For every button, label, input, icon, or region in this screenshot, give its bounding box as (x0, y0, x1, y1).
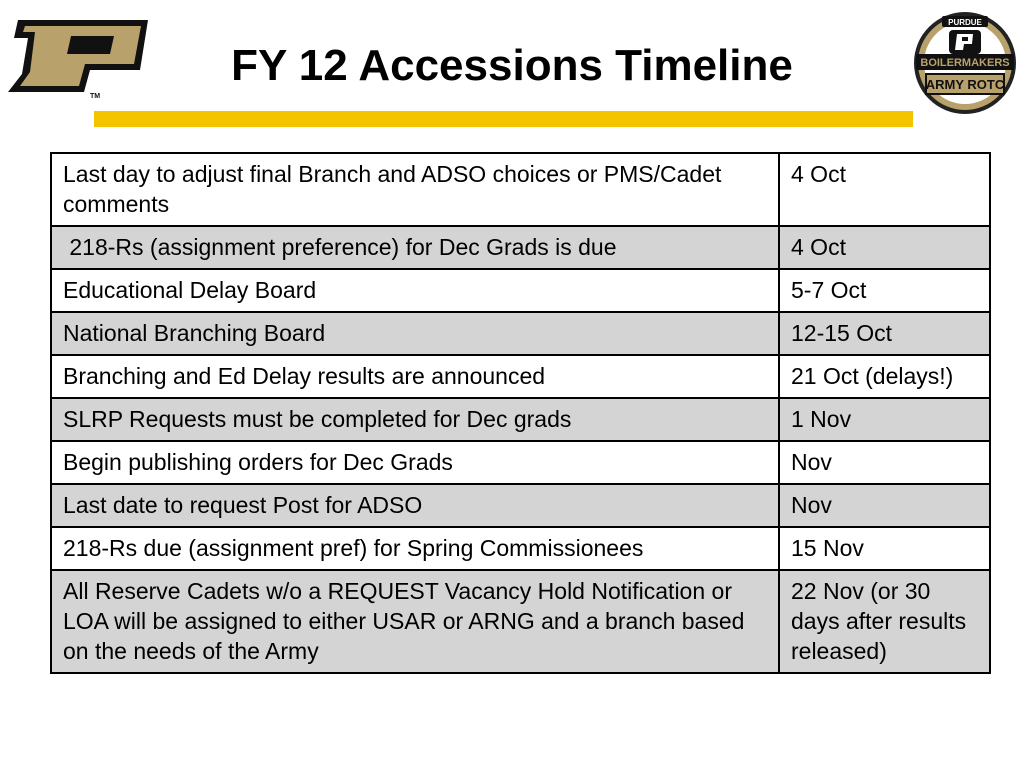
event-cell: Branching and Ed Delay results are announced (51, 355, 779, 398)
p-gold-shape (20, 26, 141, 86)
timeline-table-body (51, 153, 990, 673)
page-title: FY 12 Accessions Timeline (231, 41, 793, 90)
table-row (51, 570, 990, 673)
boilermakers-rotc-seal-icon (912, 10, 1018, 116)
event-cell: Begin publishing orders for Dec Grads (51, 441, 779, 484)
table-row (51, 355, 990, 398)
accessions-timeline-table (50, 152, 991, 674)
table-row (51, 312, 990, 355)
table-row (51, 269, 990, 312)
table-row (51, 398, 990, 441)
event-cell: Last day to adjust final Branch and ADSO choices or PMS/Cadet comments (51, 153, 779, 226)
trademark-mark: TM (90, 93, 101, 100)
table-row (51, 484, 990, 527)
date-cell: 4 Oct (779, 153, 990, 226)
p-counter-shape (67, 36, 114, 54)
table-row (51, 226, 990, 269)
date-cell: 5-7 Oct (779, 269, 990, 312)
event-cell: 218-Rs due (assignment pref) for Spring Commissionees (51, 527, 779, 570)
date-cell: 12-15 Oct (779, 312, 990, 355)
seal-boilermakers-text: BOILERMAKERS (920, 57, 1010, 69)
purdue-p-icon (4, 16, 152, 100)
seal-p-counter (962, 37, 968, 41)
table-row (51, 441, 990, 484)
table-row (51, 527, 990, 570)
event-cell: National Branching Board (51, 312, 779, 355)
event-cell: Educational Delay Board (51, 269, 779, 312)
gold-divider-bar (94, 111, 913, 127)
purdue-p-logo (4, 16, 152, 100)
date-cell: Nov (779, 484, 990, 527)
event-cell: All Reserve Cadets w/o a REQUEST Vacancy Hold Notification or LOA will be assigned to either USAR or ARNG and a branch based on the needs of the Army (51, 570, 779, 673)
event-cell: SLRP Requests must be completed for Dec grads (51, 398, 779, 441)
seal-purdue-text: PURDUE (948, 18, 982, 27)
date-cell: 4 Oct (779, 226, 990, 269)
date-cell: 1 Nov (779, 398, 990, 441)
date-cell: 15 Nov (779, 527, 990, 570)
event-cell: 218-Rs (assignment preference) for Dec Grads is due (51, 226, 779, 269)
date-cell: 22 Nov (or 30 days after results released) (779, 570, 990, 673)
boilermakers-rotc-seal (912, 10, 1018, 116)
date-cell: Nov (779, 441, 990, 484)
date-cell: 21 Oct (delays!) (779, 355, 990, 398)
event-cell: Last date to request Post for ADSO (51, 484, 779, 527)
seal-army-rotc-text: ARMY ROTC (925, 77, 1005, 92)
table-row (51, 153, 990, 226)
